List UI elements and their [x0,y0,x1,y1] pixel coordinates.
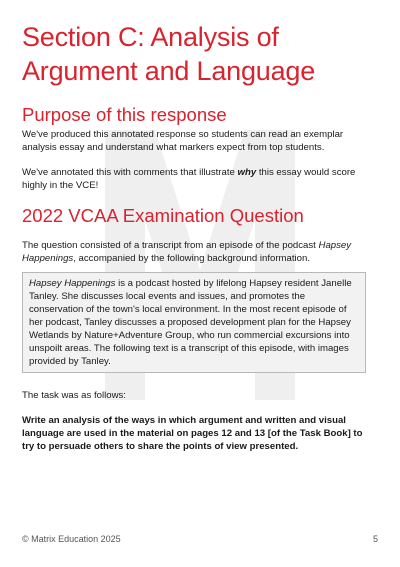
exam-intro-end: , accompanied by the following background information. [73,253,311,264]
footer [22,534,378,544]
emphasis-why: why [237,167,257,178]
exam-heading: 2022 VCAA Examination Question [22,205,304,226]
page-title: Section C: Analysis of Argument and Language [22,22,316,86]
box-podcast-name: Hapsey Happenings [29,278,116,289]
copyright: © Matrix Education 2025 [22,534,121,544]
purpose-paragraph-1: We've produced this annotated response so students can read an exemplar analysis essay and understand what markers expect from top students. [22,129,344,153]
page-number: 5 [372,534,378,544]
purpose-heading: Purpose of this response [22,104,227,125]
purpose-paragraph-2-start: We've annotated this with comments that illustrate [22,167,238,178]
purpose-paragraph-2-end: this essay would score highly in the VCE! [22,167,356,191]
box-body: is a podcast hosted by lifelong Hapsey resident Janelle Tanley. She discusses local events and issues, and promotes the conservation of the town's local environment. In the most recent episode of her podcast, Tanley discusses a proposed development plan for the Hapsey Wetlands by Nature+Adventure Group, who run commercial excursions into unspoilt areas. The following text is a transcript of this episode, with images provided by Tanley. [29,278,352,367]
podcast-name: Hapsey Happenings [22,240,352,264]
task-question: Write an analysis of the ways in which argument and written and visual language are used in the material on pages 12 and 13 [of the Task Book] to try to persuade others to share the points of view presented. [22,415,363,452]
exam-intro [22,239,374,265]
background-info-box [22,272,366,373]
exam-intro-start: The question consisted of a transcript from an episode of the podcast [22,240,319,251]
task-intro: The task was as follows: [22,390,126,401]
background-info-text [29,277,359,368]
purpose-paragraph-2 [22,166,374,192]
